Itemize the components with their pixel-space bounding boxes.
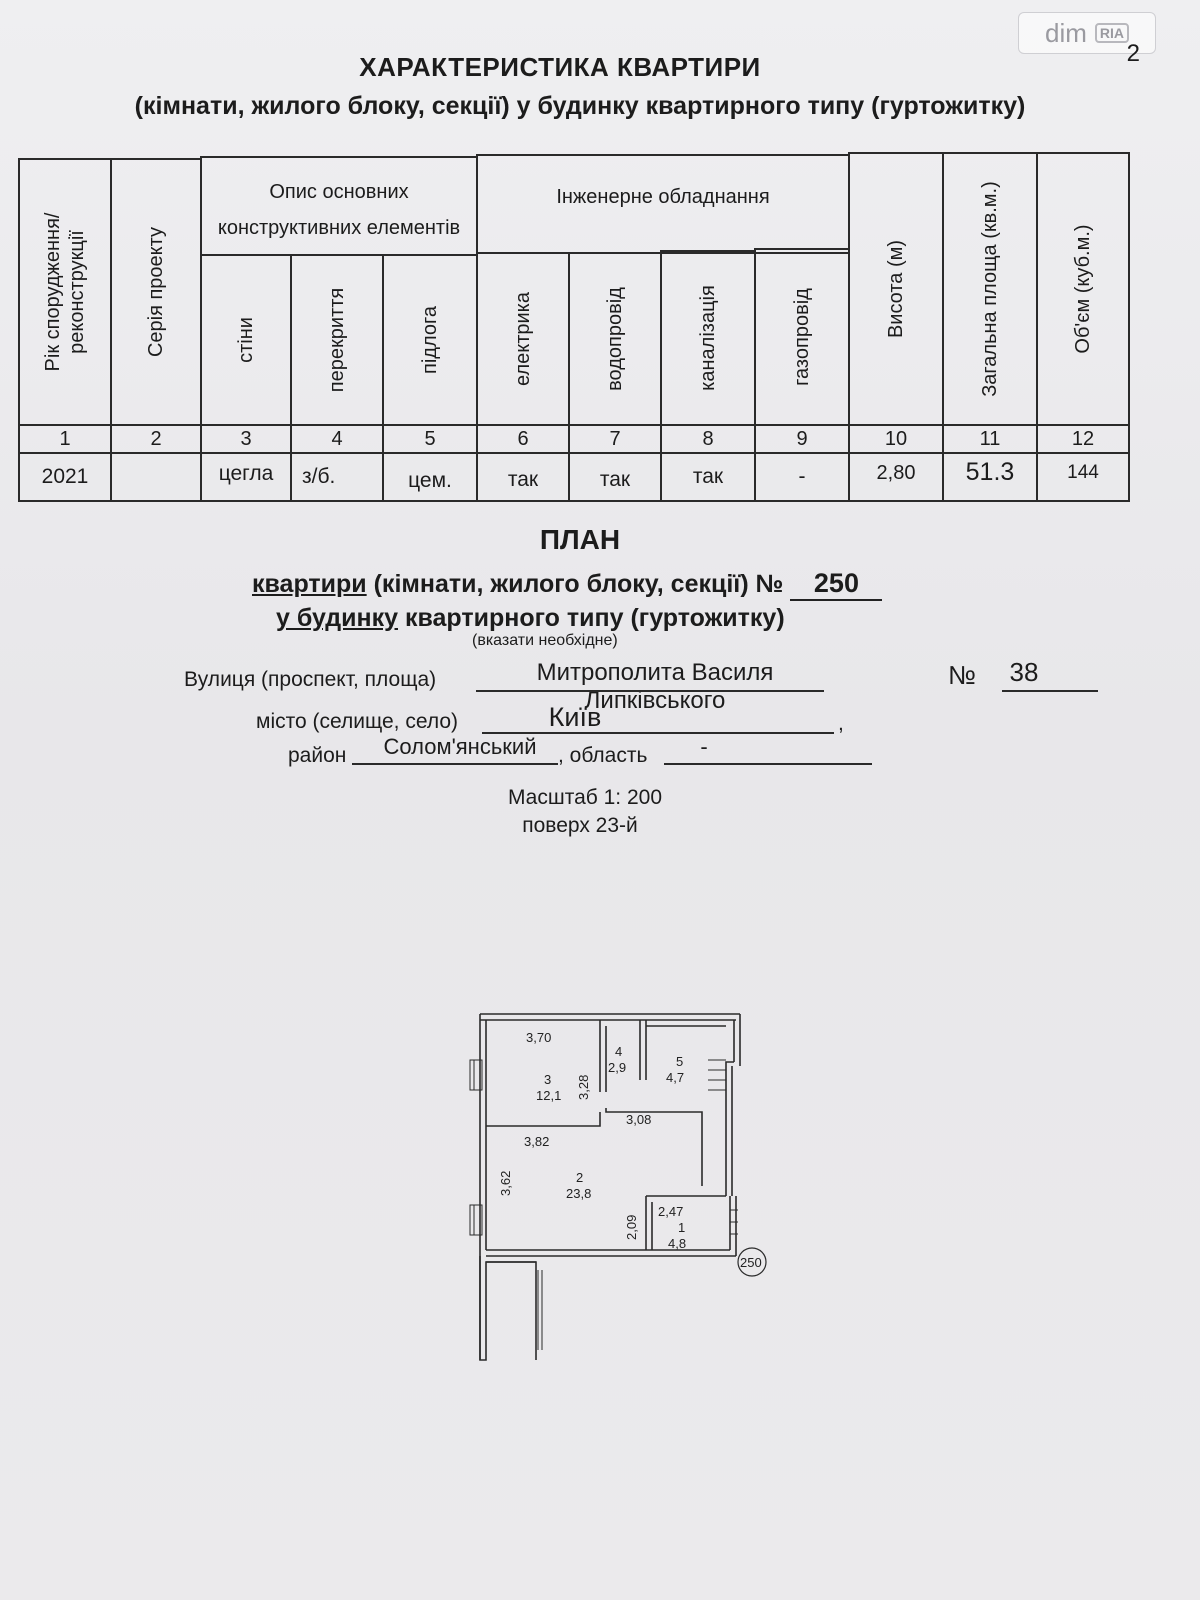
house-number: 38 (1009, 657, 1039, 687)
value-year: 2021 (41, 465, 89, 488)
num-label-7: 7 (609, 427, 621, 450)
header-area-label: Загальна площа (кв.м.) (979, 181, 1001, 397)
num-cell-3 (200, 424, 292, 454)
street-value: Митрополита Василя Липківського (536, 659, 774, 714)
header-ceilings-label: перекриття (326, 287, 348, 393)
value-cell-water (568, 452, 662, 502)
number-sign: № (948, 660, 976, 690)
plan-hint: (вказати необхідне) (472, 632, 618, 649)
num-cell-1 (18, 424, 112, 454)
value-height: 2,80 (876, 461, 916, 484)
num-label-12: 12 (1071, 427, 1095, 450)
header-engineering-group (476, 154, 850, 254)
value-cell-gas (754, 452, 850, 502)
value-cell-volume (1036, 452, 1130, 502)
num-label-3: 3 (240, 427, 252, 450)
header-sewer (660, 250, 756, 426)
header-walls (200, 254, 292, 426)
district-label: район (288, 744, 347, 767)
header-volume (1036, 152, 1130, 426)
characteristics-table (18, 152, 1150, 508)
header-sewer-label: каналізація (697, 285, 719, 391)
corridor-wall (606, 1108, 702, 1116)
header-water-label: водопровід (604, 287, 626, 391)
wall-bottom (486, 1196, 736, 1256)
plan-title: ПЛАН (539, 524, 621, 555)
num-label-11: 11 (979, 427, 1001, 450)
watermark-text: dim (1044, 17, 1087, 48)
dim-3-28: 3,28 (576, 1074, 591, 1100)
district-underline (352, 763, 558, 765)
plan-apartment-rest: (кімнати, жилого блоку, секції) № (366, 570, 791, 598)
header-floor (382, 254, 478, 426)
value-sewer: так (692, 465, 724, 488)
wall-right (726, 1014, 740, 1196)
room-3-wall (486, 1112, 600, 1126)
wall-left (480, 1014, 486, 1360)
room-5-area: 4,7 (666, 1070, 685, 1085)
num-cell-10 (848, 424, 944, 454)
house-underline (1002, 690, 1098, 692)
dim-3-70: 3,70 (526, 1030, 552, 1045)
num-cell-8 (660, 424, 756, 454)
header-structure-group (200, 156, 478, 256)
value-cell-year (18, 452, 112, 502)
header-floor-label: підлога (419, 306, 441, 374)
num-cell-5 (382, 424, 478, 454)
room-5-number: 5 (676, 1054, 684, 1069)
floor-plan-drawing (440, 1000, 780, 1380)
header-series (110, 158, 202, 426)
value-cell-ceilings (290, 452, 384, 502)
header-year (18, 158, 112, 426)
num-label-10: 10 (884, 427, 908, 450)
region-label: , область (558, 744, 648, 767)
plan-line-apartment (252, 568, 882, 601)
page-number: 2 (1126, 40, 1140, 67)
balcony-outline (480, 1256, 536, 1360)
value-area: 51.3 (965, 457, 1015, 486)
room-4-area: 2,9 (608, 1060, 627, 1075)
header-electric-label: електрика (512, 292, 534, 386)
watermark-badge: RIA (1095, 23, 1129, 43)
value-water: так (599, 468, 631, 491)
num-cell-4 (290, 424, 384, 454)
document-title: ХАРАКТЕРИСТИКА КВАРТИРИ (359, 52, 761, 82)
plan-line-building (276, 604, 785, 633)
value-walls: цегла (218, 462, 274, 485)
apartment-number: 250 (790, 568, 882, 601)
room-2-number: 2 (576, 1170, 584, 1185)
header-height (848, 152, 944, 426)
header-area (942, 152, 1038, 426)
header-series-label: Серія проекту (145, 226, 167, 358)
value-cell-walls (200, 452, 292, 502)
street-label: Вулиця (проспект, площа) (184, 668, 437, 691)
value-cell-series (110, 452, 202, 502)
header-engineering-label: Інженерне обладнання (556, 186, 770, 208)
value-cell-floor (382, 452, 478, 502)
num-label-6: 6 (517, 427, 529, 450)
dim-3-62: 3,62 (498, 1170, 513, 1196)
dim-2-09: 2,09 (624, 1214, 639, 1240)
value-electric: так (507, 468, 539, 491)
num-label-9: 9 (796, 427, 808, 450)
num-cell-6 (476, 424, 570, 454)
header-walls-label: стіни (235, 317, 257, 363)
room-3-area: 12,1 (536, 1088, 562, 1103)
header-gas-label: газопровід (791, 288, 813, 386)
num-label-4: 4 (331, 427, 343, 450)
header-height-label: Висота (м) (885, 239, 907, 339)
num-cell-9 (754, 424, 850, 454)
num-label-2: 2 (150, 427, 162, 450)
value-cell-sewer (660, 452, 756, 502)
dim-3-82: 3,82 (524, 1134, 550, 1149)
room-4-number: 4 (615, 1044, 623, 1059)
header-year-label: Рік спорудження/ реконструкції (42, 212, 88, 372)
plan-building-rest: квартирного типу (гуртожитку) (398, 604, 785, 632)
header-electric (476, 252, 570, 426)
floor-plan-windows (470, 1060, 738, 1350)
num-label-1: 1 (59, 427, 71, 450)
value-ceilings: з/б. (302, 465, 336, 488)
room-3-number: 3 (544, 1072, 552, 1087)
value-floor: цем. (408, 469, 452, 492)
num-label-5: 5 (424, 427, 436, 450)
dim-2-47: 2,47 (658, 1204, 684, 1219)
header-water (568, 252, 662, 426)
num-cell-2 (110, 424, 202, 454)
value-cell-height (848, 452, 944, 502)
header-ceilings (290, 254, 384, 426)
num-cell-11 (942, 424, 1038, 454)
shaft-hatch (708, 1060, 726, 1090)
city-label: місто (селище, село) (256, 710, 458, 733)
city-value: Київ (548, 702, 602, 732)
room-2-area: 23,8 (566, 1186, 592, 1201)
room-1-number: 1 (678, 1220, 686, 1235)
num-cell-7 (568, 424, 662, 454)
wall-top (480, 1014, 740, 1020)
street-underline (476, 690, 824, 692)
apartment-marker-number: 250 (740, 1255, 762, 1270)
header-gas (754, 248, 850, 426)
num-label-8: 8 (702, 427, 714, 450)
plan-apartment-word: квартири (252, 570, 367, 598)
region-underline (664, 763, 872, 765)
value-volume: 144 (1067, 462, 1099, 483)
header-volume-label: Об'єм (куб.м.) (1072, 224, 1094, 354)
num-cell-12 (1036, 424, 1130, 454)
dim-3-08: 3,08 (626, 1112, 652, 1127)
room-1-area: 4,8 (668, 1236, 687, 1251)
district-value: Солом'янський (383, 734, 537, 759)
value-cell-electric (476, 452, 570, 502)
plan-scale: Масштаб 1: 200 (507, 786, 663, 809)
region-value: - (700, 734, 708, 759)
value-cell-area (942, 452, 1038, 502)
document-subtitle: (кімнати, жилого блоку, секції) у будинку квартирного типу (гуртожитку) (134, 92, 1026, 120)
header-structure-label: Опис основних конструктивних елементів (217, 181, 461, 239)
value-series (112, 454, 200, 500)
city-comma: , (838, 712, 844, 735)
room-3-divider (600, 1020, 606, 1092)
value-gas: - (798, 465, 806, 488)
plan-floor: поверх 23-й (522, 814, 638, 837)
balcony-hatch (538, 1270, 542, 1350)
plan-building-word: у будинку (276, 604, 398, 632)
